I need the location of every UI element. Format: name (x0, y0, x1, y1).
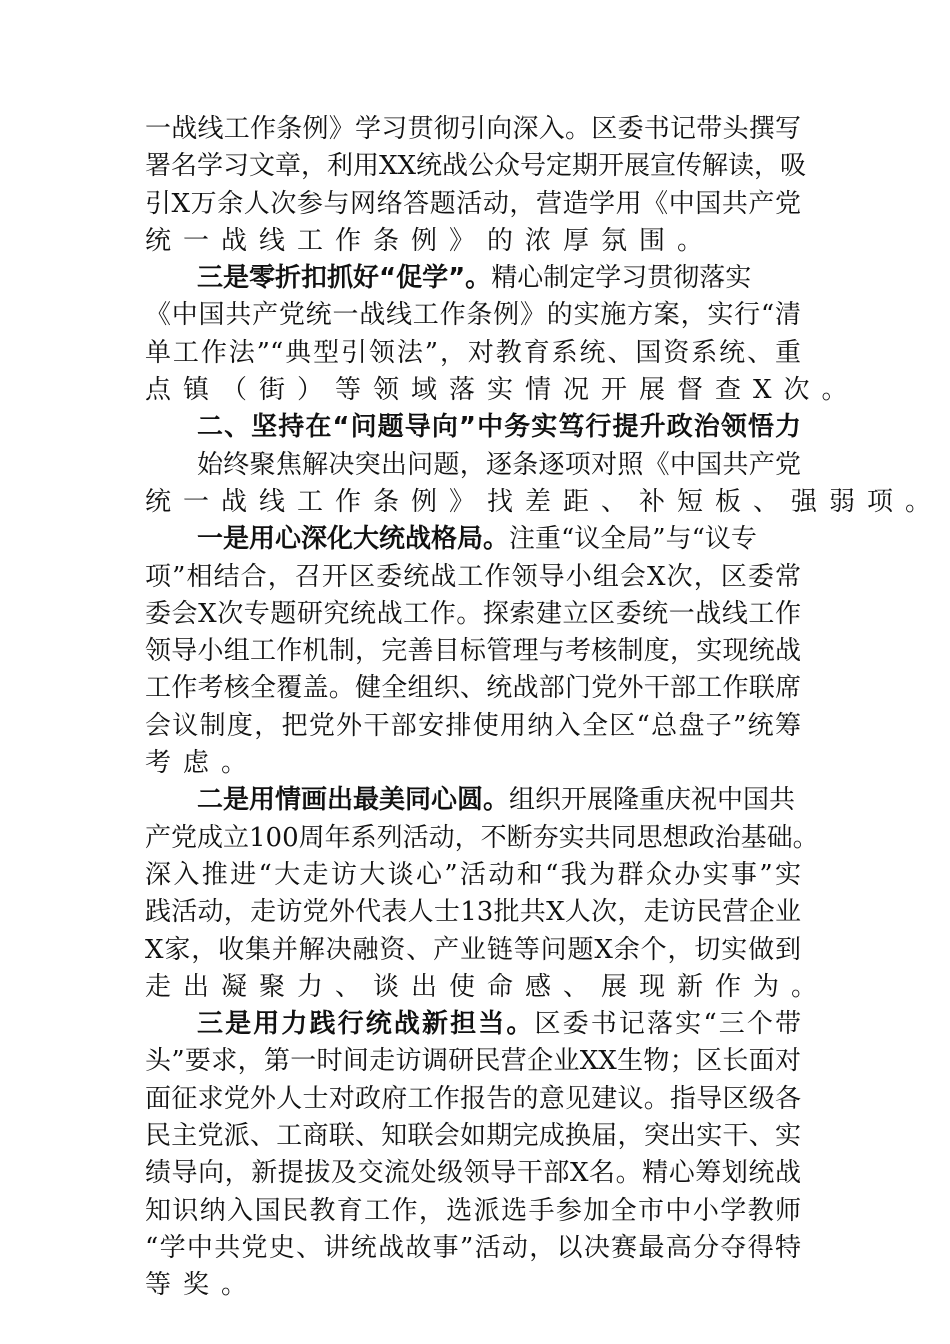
item-lead: 二是用情画出最美同心圆。 (197, 785, 510, 816)
text-line: 一战线工作条例》学习贯彻引向深入。区委书记带头撰写 (145, 114, 801, 144)
text-line: 署名学习文章，利用XX统战公众号定期开展宣传解读，吸 (145, 151, 807, 182)
text-line: 点镇（街）等领域落实情况开展督查X次。 (145, 375, 860, 406)
text-line: 等奖。 (145, 1270, 260, 1301)
text-line: 统一战线工作条例》找差距、补短板、强弱项。 (145, 486, 944, 517)
text-line: 统一战线工作条例》的浓厚氛围。 (145, 225, 716, 256)
item-first-line (145, 1006, 801, 1043)
item-lead: 三是用力践行统战新担当。 (197, 1009, 535, 1040)
item-lead: 一是用心深化大统战格局。 (197, 524, 510, 555)
text-line: 领导小组工作机制，完善目标管理与考核制度，实现统战 (145, 636, 801, 667)
text-line: 单工作法”“典型引领法”，对教育系统、国资系统、重 (145, 337, 801, 368)
text-line: 引X万余人次参与网络答题活动，营造学用《中国共产党 (145, 188, 801, 219)
text-line: 始终聚焦解决突出问题，逐条逐项对照《中国共产党 (197, 449, 801, 480)
item-text: 组织开展隆重庆祝中国共 (509, 785, 796, 816)
text-line: “学中共党史、讲统战故事”活动，以决赛最高分夺得特 (145, 1232, 801, 1263)
text-line: 深入推进“大走访大谈心”活动和“我为群众办实事”实 (145, 859, 801, 890)
item-first-line (145, 260, 801, 297)
item-text: 区委书记落实“三个带 (534, 1009, 801, 1040)
section-heading: 二、坚持在“问题导向”中务实笃行提升政治领悟力 (197, 412, 801, 443)
text-line: 面征求党外人士对政府工作报告的意见建议。指导区级各 (145, 1083, 801, 1114)
text-line: 头”要求，第一时间走访调研民营企业XX生物；区长面对 (145, 1046, 801, 1077)
item-first-line (145, 782, 801, 819)
text-line: 委会X次专题研究统战工作。探索建立区委统一战线工作 (145, 598, 801, 629)
text-line: 会议制度，把党外干部安排使用纳入全区“总盘子”统筹 (145, 710, 801, 741)
item-text: 注重“议全局”与“议专 (509, 524, 757, 555)
item-first-line (145, 521, 801, 558)
text-line: 走出凝聚力、谈出使命感、展现新作为。 (145, 971, 830, 1002)
item-lead: 三是零折扣抓好“促学”。 (197, 263, 492, 294)
document-page (145, 111, 944, 1305)
text-line: 项”相结合，召开区委统战工作领导小组会X次，区委常 (145, 561, 801, 592)
item-text: 精心制定学习贯彻落实 (491, 263, 752, 294)
text-line: 考虑。 (145, 748, 260, 779)
text-line: 工作考核全覆盖。健全组织、统战部门党外干部工作联席 (145, 673, 801, 704)
text-line: 知识纳入国民教育工作，选派选手参加全市中小学教师 (145, 1195, 801, 1226)
text-line: 践活动，走访党外代表人士13批共X人次，走访民营企业 (145, 897, 801, 928)
text-line: 产党成立100周年系列活动，不断夯实共同思想政治基础。 (145, 822, 819, 853)
text-line: 民主党派、工商联、知联会如期完成换届，突出实干、实 (145, 1121, 801, 1152)
text-line: X家，收集并解决融资、产业链等问题X余个，切实做到 (145, 934, 801, 965)
text-line: 绩导向，新提拔及交流处级领导干部X名。精心筹划统战 (145, 1158, 801, 1189)
text-line: 《中国共产党统一战线工作条例》的实施方案，实行“清 (145, 300, 801, 331)
